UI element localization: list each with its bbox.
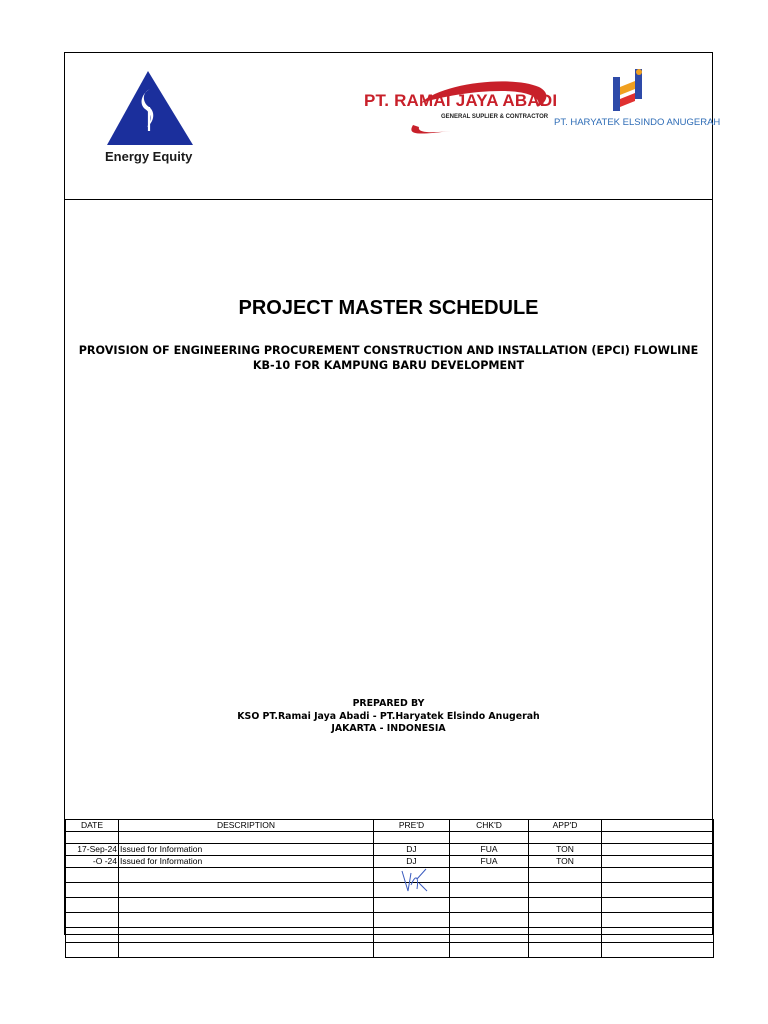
cell-empty [602, 868, 714, 883]
cell-empty [450, 913, 529, 928]
header-checked: CHK'D [450, 820, 529, 832]
cell-description: Issued for Information [119, 856, 374, 868]
cell-empty [66, 883, 119, 898]
cell-checked: FUA [450, 856, 529, 868]
table-row [66, 928, 714, 943]
ramai-jaya-abadi-tagline: GENERAL SUPLIER & CONTRACTOR [441, 114, 549, 120]
cell-prepared: DJ [374, 844, 450, 856]
cell-extra [602, 856, 714, 868]
header-description: DESCRIPTION [119, 820, 374, 832]
header-extra [602, 820, 714, 832]
table-row [66, 883, 714, 898]
table-row [66, 832, 714, 844]
cell-empty [66, 898, 119, 913]
table-row [66, 844, 714, 856]
cell-empty [119, 883, 374, 898]
table-row [66, 898, 714, 913]
cell-empty [602, 928, 714, 943]
cell-description [119, 832, 374, 844]
cell-empty [450, 928, 529, 943]
ramai-jaya-abadi-name: PT. RAMAI JAYA ABADI [364, 91, 558, 110]
cell-empty [66, 943, 119, 958]
header-prepared: PRE'D [374, 820, 450, 832]
cell-empty [602, 913, 714, 928]
cell-approved: TON [529, 856, 602, 868]
prepared-by-label: PREPARED BY [352, 698, 425, 709]
document-subtitle [65, 343, 712, 373]
cell-empty [374, 928, 450, 943]
cell-empty [119, 898, 374, 913]
cell-empty [450, 883, 529, 898]
prepared-by-block [65, 698, 712, 736]
header-date: DATE [66, 820, 119, 832]
cell-empty [602, 883, 714, 898]
subtitle-line-2: KB-10 FOR KAMPUNG BARU DEVELOPMENT [252, 359, 525, 372]
cell-empty [529, 883, 602, 898]
cell-empty [374, 898, 450, 913]
cell-checked: FUA [450, 844, 529, 856]
logo-header [65, 53, 721, 200]
cell-prepared [374, 832, 450, 844]
cell-empty [529, 898, 602, 913]
cell-empty [602, 898, 714, 913]
cell-extra [602, 844, 714, 856]
cell-date: 17-Sep-24 [66, 844, 119, 856]
table-row [66, 943, 714, 958]
document-title: PROJECT MASTER SCHEDULE [238, 297, 539, 319]
table-row [66, 913, 714, 928]
prepared-by-company: KSO PT.Ramai Jaya Abadi - PT.Haryatek Elsindo Anugerah [237, 710, 540, 722]
cell-empty [374, 913, 450, 928]
cell-empty [374, 943, 450, 958]
cell-empty [529, 943, 602, 958]
revision-header-row [66, 820, 714, 832]
cell-empty [119, 868, 374, 883]
table-row [66, 856, 714, 868]
cell-empty [529, 868, 602, 883]
subtitle-line-1: PROVISION OF ENGINEERING PROCUREMENT CONSTRUCTION AND INSTALLATION (EPCI) FLOWLINE [78, 344, 699, 357]
document-frame [64, 52, 721, 935]
haryatek-name: PT. HARYATEK ELSINDO ANUGERAH [554, 117, 721, 128]
cell-extra [602, 832, 714, 844]
cell-empty [66, 913, 119, 928]
cell-approved: TON [529, 844, 602, 856]
haryatek-logo [611, 67, 647, 113]
cell-empty [119, 943, 374, 958]
cell-prepared: DJ [374, 856, 450, 868]
signature-mark [399, 865, 429, 895]
cell-empty [529, 928, 602, 943]
cell-empty [119, 928, 374, 943]
cell-empty [66, 928, 119, 943]
revision-table [65, 819, 714, 958]
cell-description: Issued for Information [119, 844, 374, 856]
header-approved: APP'D [529, 820, 602, 832]
cell-date: -O -24 [66, 856, 119, 868]
cell-empty [66, 868, 119, 883]
table-row [66, 868, 714, 883]
cell-empty [119, 913, 374, 928]
cell-approved [529, 832, 602, 844]
cell-empty [450, 943, 529, 958]
energy-equity-name: Energy Equity [105, 149, 193, 164]
prepared-by-location: JAKARTA - INDONESIA [331, 723, 446, 734]
cell-empty [529, 913, 602, 928]
cell-date [66, 832, 119, 844]
cell-empty [602, 943, 714, 958]
cell-checked [450, 832, 529, 844]
cell-empty [450, 898, 529, 913]
cell-empty [450, 868, 529, 883]
